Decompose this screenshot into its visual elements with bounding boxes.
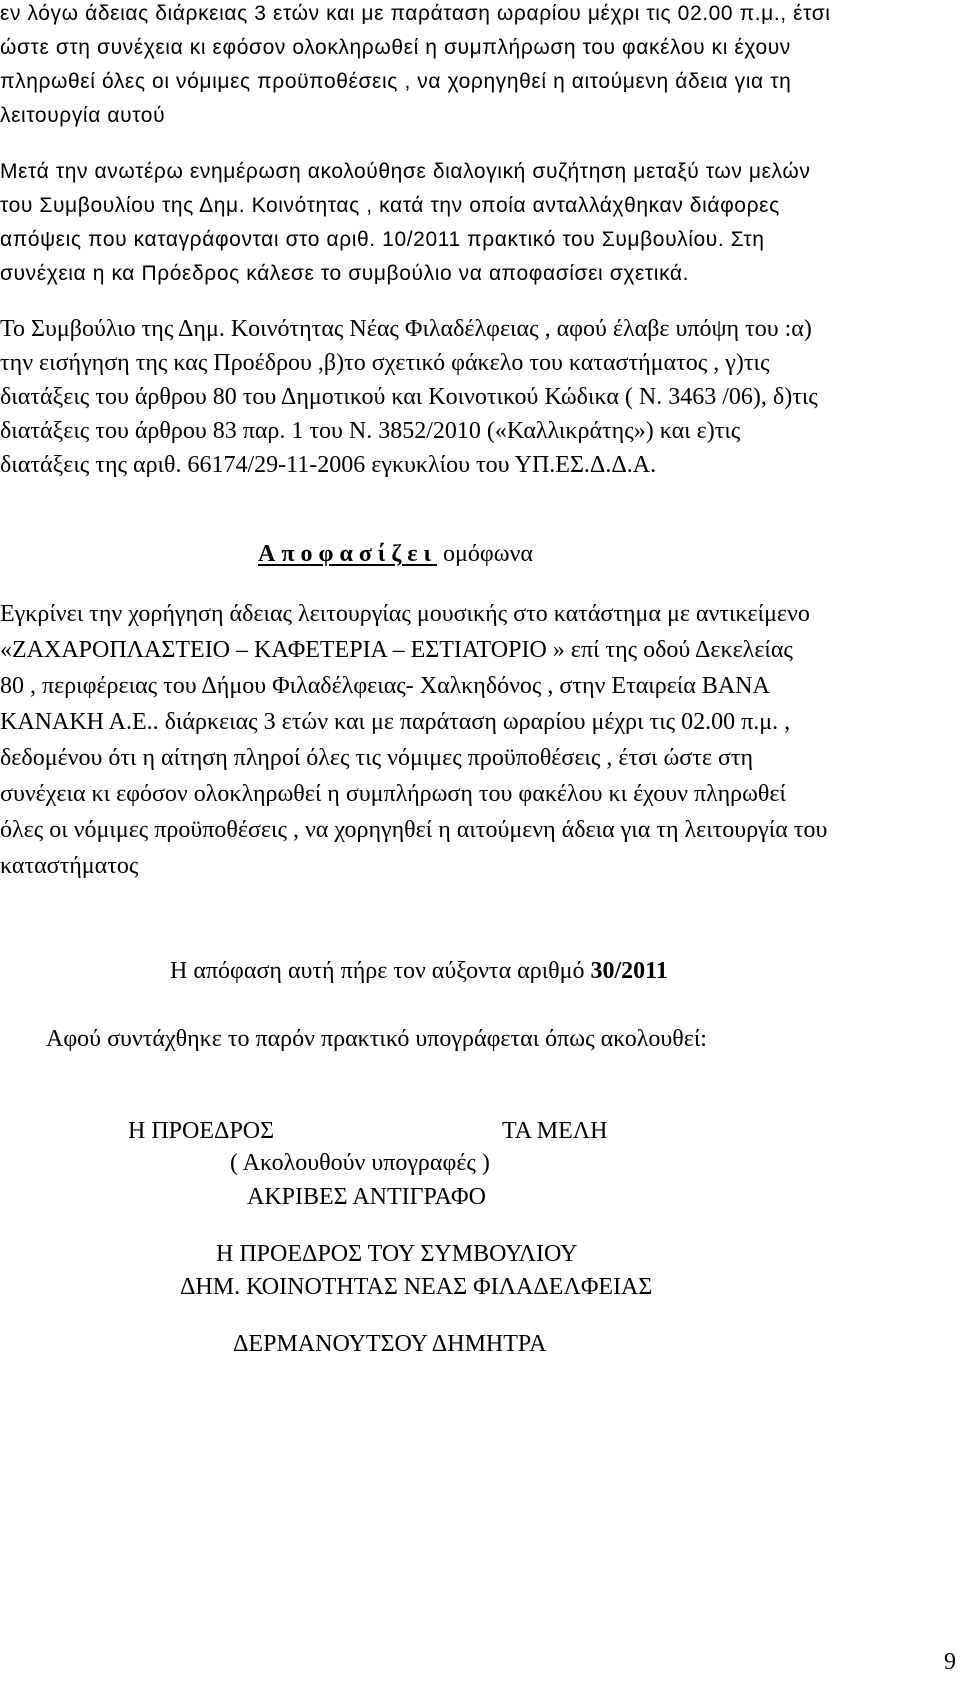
decision-heading-rest: ομόφωνα [436, 541, 533, 567]
text-line: του Συμβουλίου της Δημ. Κοινότητας , κατά την οποία ανταλλάχθηκαν διάφορες [0, 194, 780, 217]
text-line: Το Συμβούλιο της Δημ. Κοινότητας Νέας Φιλαδέλφειας , αφού έλαβε υπόψη του :α) [0, 316, 812, 342]
signatures-follow-note: ( Ακολουθούν υπογραφές ) [230, 1150, 490, 1176]
text-line: διατάξεις της αριθ. 66174/29-11-2006 εγκυκλίου του ΥΠ.ΕΣ.Δ.Δ.Α. [0, 452, 657, 478]
text-line: δεδομένου ότι η αίτηση πληροί όλες τις νόμιμες προϋποθέσεις , έτσι ώστε στη [0, 745, 754, 771]
text-line: την εισήγηση της κας Προέδρου ,β)το σχετικό φάκελο του καταστήματος , γ)τις [0, 350, 770, 376]
text-line: Μετά την ανωτέρω ενημέρωση ακολούθησε διαλογική συζήτηση μεταξύ των μελών [0, 160, 811, 183]
council-president-label: Η ΠΡΟΕΔΡΟΣ ΤΟΥ ΣΥΜΒΟΥΛΙΟΥ [216, 1241, 578, 1267]
president-label: Η ΠΡΟΕΔΡΟΣ [128, 1118, 275, 1144]
decision-number: 30/2011 [590, 958, 668, 984]
text-line: συνέχεια κι εφόσον ολοκληρωθεί η συμπλήρωση του φακέλου κι έχουν πληρωθεί [0, 781, 786, 807]
text-line: απόψεις που καταγράφονται στο αριθ. 10/2011 πρακτικό του Συμβουλίου. Στη [0, 228, 765, 251]
members-label: ΤΑ ΜΕΛΗ [502, 1118, 608, 1144]
text-line: καταστήματος [0, 853, 139, 879]
text-line: «ΖΑΧΑΡΟΠΛΑΣΤΕΙΟ – ΚΑΦΕΤΕΡΙΑ – ΕΣΤΙΑΤΟΡΙΟ » επί της οδού Δεκελείας [0, 637, 793, 663]
text-line: Εγκρίνει την χορήγηση άδειας λειτουργίας μουσικής στο κατάστημα με αντικείμενο [0, 601, 810, 627]
true-copy-label: ΑΚΡΙΒΕΣ ΑΝΤΙΓΡΑΦΟ [247, 1184, 486, 1210]
text-line: διατάξεις του άρθρου 80 του Δημοτικού και Κοινοτικού Κώδικα ( Ν. 3463 /06), δ)τις [0, 384, 818, 410]
text-line: όλες οι νόμιμες προϋποθέσεις , να χορηγηθεί η αιτούμενη άδεια για τη λειτουργία του [0, 817, 828, 843]
decision-number-line [170, 958, 668, 985]
text-line: εν λόγω άδειας διάρκειας 3 ετών και με παράταση ωραρίου μέχρι τις 02.00 π.μ., έτσι [0, 2, 831, 25]
community-label: ΔΗΜ. ΚΟΙΝΟΤΗΤΑΣ ΝΕΑΣ ΦΙΛΑΔΕΛΦΕΙΑΣ [180, 1274, 653, 1300]
text-line: λειτουργία αυτού [0, 104, 166, 127]
decision-number-text: Η απόφαση αυτή πήρε τον αύξοντα αριθμό [170, 958, 591, 984]
text-line: πληρωθεί όλες οι νόμιμες προϋποθέσεις , να χορηγηθεί η αιτούμενη άδεια για τη [0, 70, 792, 93]
decision-heading [258, 541, 533, 568]
text-line: συνέχεια η κα Πρόεδρος κάλεσε το συμβούλιο να αποφασίσει σχετικά. [0, 262, 690, 285]
text-line: ώστε στη συνέχεια κι εφόσον ολοκληρωθεί η συμπλήρωση του φακέλου κι έχουν [0, 36, 791, 59]
text-line: 80 , περιφέρειας του Δήμου Φιλαδέλφειας- Χαλκηδόνος , στην Εταιρεία ΒΑΝΑ [0, 673, 770, 699]
signatory-name: ΔΕΡΜΑΝΟΥΤΣΟΥ ΔΗΜΗΤΡΑ [233, 1331, 547, 1357]
signing-note: Αφού συντάχθηκε το παρόν πρακτικό υπογράφεται όπως ακολουθεί: [46, 1026, 707, 1052]
text-line: διατάξεις του άρθρου 83 παρ. 1 του Ν. 3852/2010 («Καλλικράτης») και ε)τις [0, 418, 741, 444]
page-number: 9 [944, 1649, 956, 1675]
text-line: ΚΑΝΑΚΗ Α.Ε.. διάρκειας 3 ετών και με παράταση ωραρίου μέχρι τις 02.00 π.μ. , [0, 709, 791, 735]
decision-heading-word: Αποφασίζει [258, 541, 437, 567]
